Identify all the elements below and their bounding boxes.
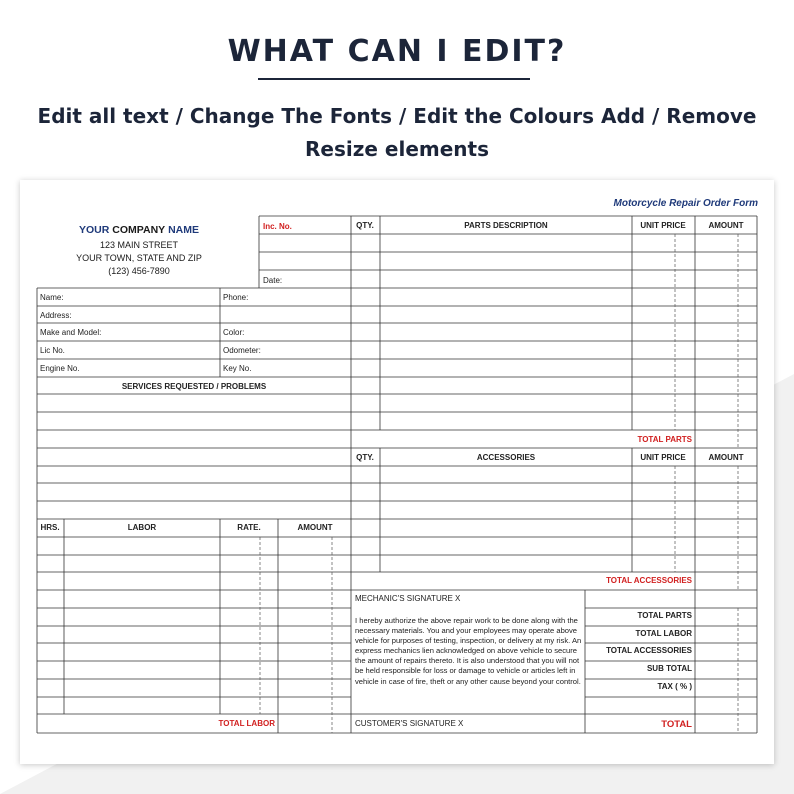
labor-amount-header: AMOUNT bbox=[297, 523, 333, 532]
total-accessories-label: TOTAL ACCESSORIES bbox=[606, 576, 692, 585]
engine-label: Engine No. bbox=[40, 364, 80, 373]
form-title: Motorcycle Repair Order Form bbox=[613, 198, 758, 209]
parts-amount-header: AMOUNT bbox=[708, 221, 744, 230]
summary-total-labor: TOTAL LABOR bbox=[635, 629, 692, 638]
color-label: Color: bbox=[223, 328, 245, 337]
odometer-label: Odometer: bbox=[223, 346, 261, 355]
summary-total-accessories: TOTAL ACCESSORIES bbox=[606, 646, 692, 655]
hero-underline bbox=[258, 78, 530, 80]
hero-subtitle-line-2: Resize elements bbox=[305, 137, 489, 161]
customer-signature-label: CUSTOMER'S SIGNATURE X bbox=[355, 719, 464, 728]
lic-label: Lic No. bbox=[40, 346, 65, 355]
total-labor-label: TOTAL LABOR bbox=[218, 719, 275, 728]
date-label: Date: bbox=[263, 276, 283, 285]
hero-subtitle bbox=[0, 100, 794, 166]
company-phone[interactable]: (123) 456-7890 bbox=[108, 266, 170, 276]
hero-title: WHAT CAN I EDIT? bbox=[227, 34, 567, 69]
inc-no-label: Inc. No. bbox=[263, 222, 292, 231]
make-model-label: Make and Model: bbox=[40, 328, 102, 337]
acc-unit-header: UNIT PRICE bbox=[640, 453, 686, 462]
address-label: Address: bbox=[40, 311, 72, 320]
labor-rate-header: RATE. bbox=[237, 523, 261, 532]
total-parts-label: TOTAL PARTS bbox=[637, 435, 692, 444]
summary-sub-total: SUB TOTAL bbox=[646, 664, 692, 673]
repair-order-form bbox=[20, 180, 774, 764]
key-label: Key No. bbox=[223, 364, 252, 373]
company-town[interactable]: YOUR TOWN, STATE AND ZIP bbox=[76, 253, 202, 263]
authorization-text: I hereby authorize the above repair work to be done along with the necessary materials. You and your employees may operate above vehicle for purposes of testing, inspection, or delivery at my risk. An express mechanics lien acknowledged on above vehicle to secure the amount of repairs thereto. It is also understood that you will not be held responsible for loss or damage to vehicle or articles left in vehicle in case of fire, theft or any other cause beyond your control. bbox=[355, 616, 582, 686]
acc-qty-header: QTY. bbox=[356, 453, 374, 462]
labor-header: LABOR bbox=[127, 523, 157, 532]
hero-subtitle-line-1: Edit all text / Change The Fonts / Edit the Colours Add / Remove bbox=[37, 104, 757, 128]
company-name[interactable]: YOUR COMPANY NAME bbox=[79, 224, 199, 236]
acc-amount-header: AMOUNT bbox=[708, 453, 744, 462]
parts-desc-header: PARTS DESCRIPTION bbox=[464, 221, 548, 230]
phone-label: Phone: bbox=[223, 293, 249, 302]
services-header: SERVICES REQUESTED / PROBLEMS bbox=[121, 382, 267, 391]
mechanic-signature-label: MECHANIC'S SIGNATURE X bbox=[355, 594, 461, 603]
parts-unit-header: UNIT PRICE bbox=[640, 221, 686, 230]
acc-desc-header: ACCESSORIES bbox=[476, 453, 536, 462]
parts-qty-header: QTY. bbox=[356, 221, 374, 230]
name-label: Name: bbox=[40, 293, 64, 302]
summary-total-parts: TOTAL PARTS bbox=[637, 611, 692, 620]
labor-hrs-header: HRS. bbox=[40, 523, 60, 532]
company-street[interactable]: 123 MAIN STREET bbox=[99, 240, 179, 250]
summary-tax: TAX ( % ) bbox=[657, 682, 692, 691]
summary-total: TOTAL bbox=[661, 719, 692, 730]
